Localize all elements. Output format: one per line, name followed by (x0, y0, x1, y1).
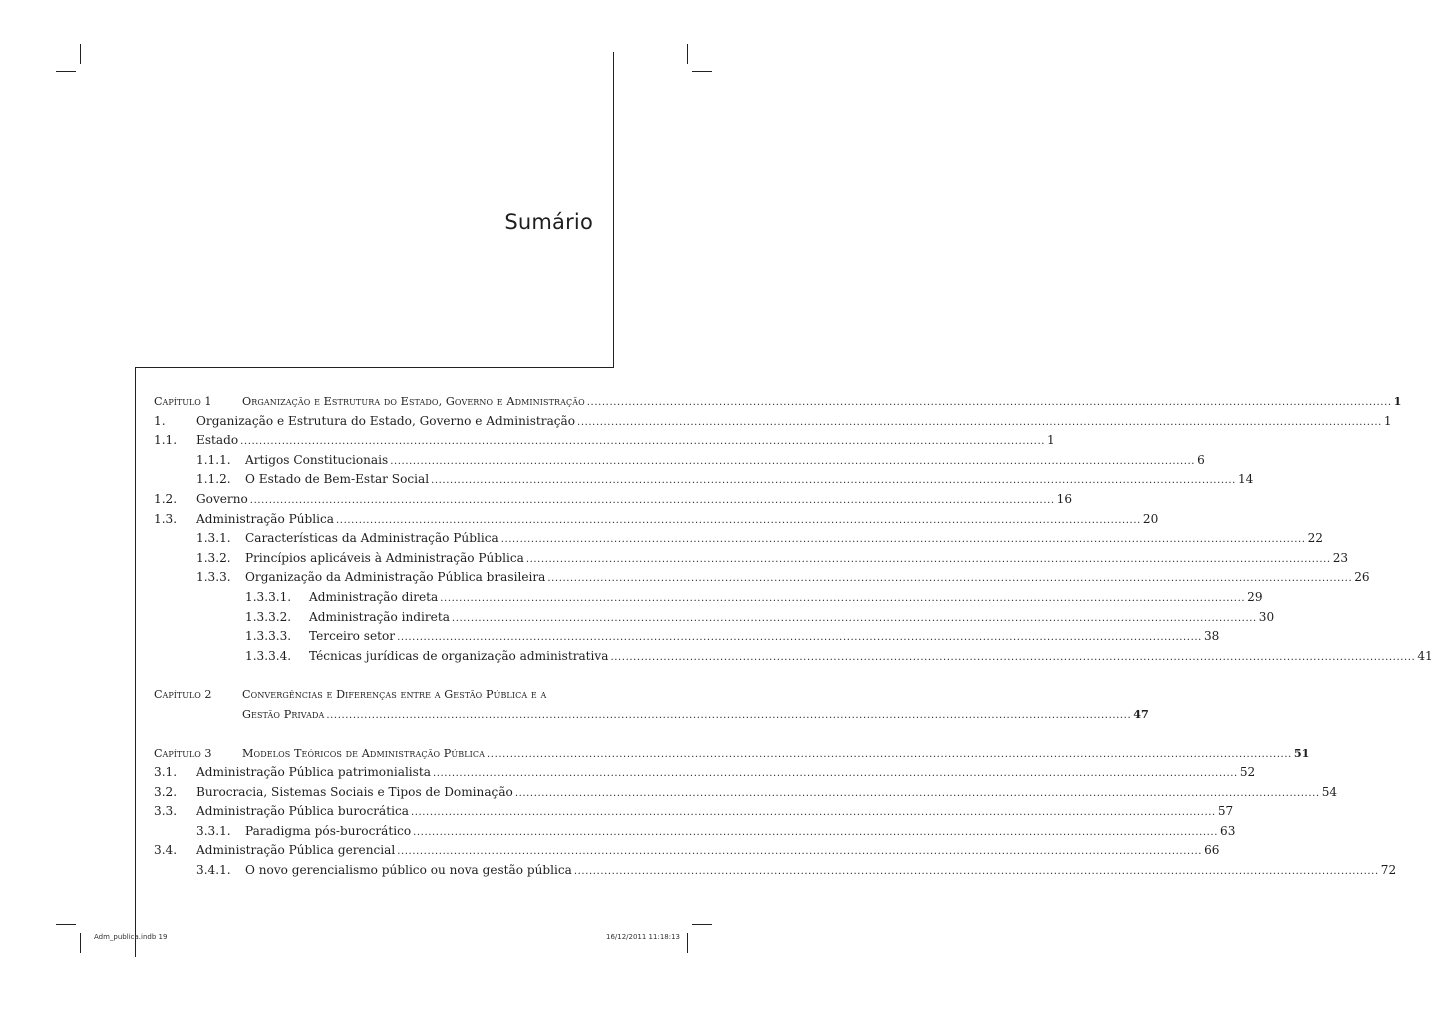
toc-entry (154, 431, 1055, 451)
chapter-title: Modelos Teóricos de Administração Pública (242, 746, 486, 760)
toc-entry (154, 802, 1234, 822)
entry-title: Governo (196, 491, 248, 506)
crop-mark (687, 933, 688, 953)
toc-entry (154, 490, 1073, 510)
chapter-title-line1: Convergências e Diferenças entre a Gestão Pública e a (242, 688, 547, 702)
entry-title: Paradigma pós-burocrático (245, 823, 412, 838)
toc-entry (154, 861, 1397, 881)
entry-title: Princípios aplicáveis à Administração Pública (245, 550, 524, 565)
toc-entry (154, 549, 1349, 569)
dot-leader (515, 784, 1320, 804)
entry-number: 3.4.1. (196, 863, 231, 878)
dot-leader (250, 491, 1055, 511)
entry-page: 26 (1354, 570, 1370, 585)
footer-timestamp: 16/12/2011 11:18:13 (605, 933, 680, 941)
entry-title: Organização da Administração Pública brasileira (245, 570, 546, 585)
chapter-heading (154, 392, 1402, 412)
entry-page: 29 (1247, 589, 1263, 604)
entry-title: Artigos Constitucionais (245, 452, 389, 467)
entry-page: 66 (1204, 843, 1220, 858)
chapter-page: 47 (1133, 706, 1149, 721)
entry-title: Administração Pública gerencial (196, 843, 396, 858)
chapter-heading (154, 685, 600, 705)
entry-number: 3.2. (154, 784, 178, 799)
entry-number: 1.3.3.3. (245, 629, 292, 644)
chapter-label: Capítulo 2 (154, 688, 212, 702)
toc-entry (154, 763, 1256, 783)
toc-entry (154, 412, 1392, 432)
crop-mark (56, 71, 76, 72)
dot-leader (487, 745, 1292, 765)
entry-number: 3.3.1. (196, 823, 231, 838)
toc-entry (154, 647, 1433, 667)
entry-number: 1. (154, 413, 166, 428)
dot-leader (390, 452, 1195, 472)
entry-title: Estado (196, 433, 239, 448)
dot-leader (577, 413, 1382, 433)
entry-page: 72 (1380, 863, 1397, 878)
entry-page: 6 (1197, 452, 1205, 467)
crop-mark (80, 44, 81, 64)
dot-leader (610, 648, 1415, 668)
dot-leader (433, 764, 1238, 784)
entry-number: 1.1. (154, 433, 178, 448)
frame-line-horizontal (135, 367, 614, 368)
chapter-label: Capítulo 3 (154, 746, 212, 760)
entry-page: 41 (1417, 648, 1433, 663)
entry-number: 3.3. (154, 804, 178, 819)
toc-entry (154, 568, 1370, 588)
chapter-heading (154, 744, 1310, 764)
crop-mark (692, 924, 712, 925)
entry-title: Características da Administração Pública (245, 531, 499, 546)
chapter-heading-cont (154, 705, 1149, 725)
dot-leader (397, 842, 1202, 862)
dot-leader (413, 823, 1218, 843)
dot-leader (587, 393, 1392, 413)
entry-number: 1.3. (154, 511, 178, 526)
frame-line-left (135, 367, 136, 957)
entry-page: 22 (1307, 531, 1323, 546)
dot-leader (501, 530, 1306, 550)
entry-title: Terceiro setor (309, 629, 396, 644)
entry-page: 23 (1332, 550, 1349, 565)
chapter-title-line2: Gestão Privada (242, 707, 325, 721)
toc-entry (154, 783, 1338, 803)
dot-leader (326, 706, 1131, 726)
page-title: Sumário (504, 210, 593, 234)
frame-line-vertical (613, 52, 614, 368)
entry-page: 16 (1056, 491, 1073, 506)
entry-title: O novo gerencialismo público ou nova gestão pública (245, 863, 572, 878)
entry-page: 54 (1321, 784, 1338, 799)
chapter-title: Organização e Estrutura do Estado, Governo e Administração (242, 395, 585, 408)
toc-entry (154, 841, 1220, 861)
entry-number: 1.1.1. (196, 452, 231, 467)
dot-leader (397, 628, 1202, 648)
toc-entry (154, 470, 1254, 490)
crop-mark (692, 71, 712, 72)
entry-title: Administração Pública (196, 511, 335, 526)
entry-number: 1.3.3.4. (245, 648, 292, 663)
entry-number: 1.3.1. (196, 531, 231, 546)
entry-number: 3.1. (154, 765, 178, 780)
entry-page: 1 (1383, 413, 1392, 428)
entry-title: O Estado de Bem-Estar Social (245, 472, 430, 487)
dot-leader (526, 550, 1331, 570)
entry-page: 30 (1258, 609, 1275, 624)
dot-leader (240, 432, 1045, 452)
crop-mark (56, 924, 76, 925)
toc-entry (154, 451, 1205, 471)
entry-page: 52 (1239, 765, 1256, 780)
entry-number: 1.1.2. (196, 472, 231, 487)
entry-number: 1.2. (154, 491, 178, 506)
entry-title: Administração indireta (309, 609, 450, 624)
entry-page: 1 (1047, 433, 1055, 448)
entry-number: 1.3.3.2. (245, 609, 292, 624)
entry-page: 38 (1203, 629, 1220, 644)
entry-title: Administração Pública burocrática (196, 804, 409, 819)
entry-title: Burocracia, Sistemas Sociais e Tipos de Dominação (196, 784, 513, 799)
dot-leader (574, 862, 1379, 882)
entry-title: Administração direta (309, 589, 439, 604)
dot-leader (411, 803, 1216, 823)
entry-title: Organização e Estrutura do Estado, Governo e Administração (196, 413, 576, 428)
toc-entry (154, 608, 1275, 628)
entry-number: 3.4. (154, 843, 178, 858)
entry-title: Técnicas jurídicas de organização administrativa (309, 648, 609, 663)
toc-entry (154, 627, 1220, 647)
chapter-page: 1 (1393, 394, 1402, 408)
dot-leader (547, 569, 1352, 589)
entry-title: Administração Pública patrimonialista (196, 765, 431, 780)
dot-leader (440, 589, 1245, 609)
toc-entry (154, 529, 1323, 549)
footer-file-info: Adm_publica.indb 19 (94, 933, 168, 941)
entry-page: 63 (1220, 823, 1236, 838)
toc-entry (154, 510, 1159, 530)
dot-leader (336, 511, 1141, 531)
dot-leader (431, 471, 1236, 491)
chapter-label: Capítulo 1 (154, 395, 212, 408)
entry-page: 14 (1237, 472, 1254, 487)
entry-number: 1.3.3.1. (245, 589, 292, 604)
crop-mark (687, 44, 688, 64)
crop-mark (80, 933, 81, 953)
entry-page: 20 (1142, 511, 1159, 526)
dot-leader (452, 609, 1257, 629)
entry-number: 1.3.2. (196, 550, 231, 565)
chapter-page: 51 (1293, 745, 1310, 760)
entry-number: 1.3.3. (196, 570, 231, 585)
toc-entry (154, 822, 1236, 842)
toc-entry (154, 588, 1263, 608)
entry-page: 57 (1217, 804, 1234, 819)
table-of-contents (154, 392, 1433, 881)
